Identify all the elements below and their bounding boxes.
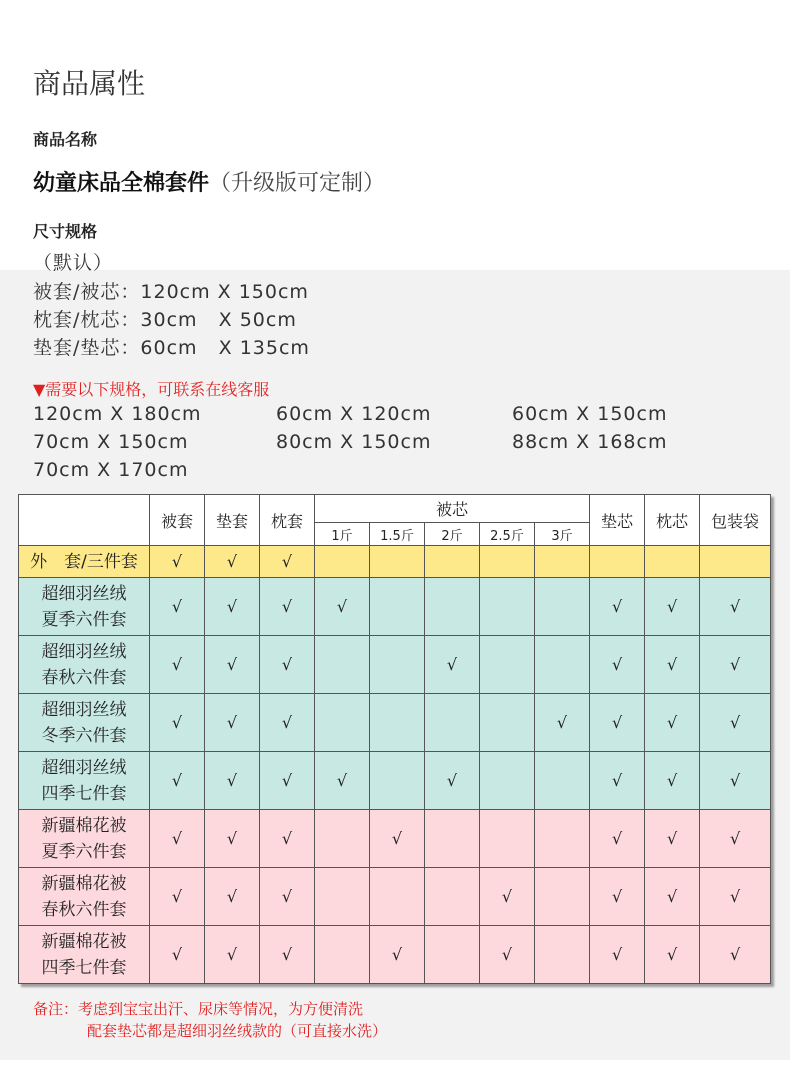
check-mark: √ xyxy=(150,926,205,984)
empty-cell xyxy=(480,636,535,694)
size-spec-label: 尺寸规格 xyxy=(33,222,98,241)
package-name xyxy=(19,868,150,926)
package-name-line: 新疆棉花被 xyxy=(41,931,127,952)
check-mark: √ xyxy=(205,926,260,984)
table-row xyxy=(19,578,771,636)
check-mark: √ xyxy=(590,752,645,810)
spec-line: 被套/被芯：120cm X 150cm xyxy=(33,281,309,303)
check-mark: √ xyxy=(205,578,260,636)
spec-line: 垫套/垫芯：60cm X 135cm xyxy=(33,337,310,359)
spec-line: 枕套/枕芯：30cm X 50cm xyxy=(33,309,297,331)
empty-cell xyxy=(535,810,590,868)
check-mark: √ xyxy=(480,868,535,926)
extra-size: 70cm X 170cm xyxy=(33,459,189,481)
package-name-line: 春秋六件套 xyxy=(41,667,127,688)
package-name-line: 新疆棉花被 xyxy=(41,815,127,836)
table-row xyxy=(19,546,771,578)
package-name xyxy=(19,636,150,694)
top-area xyxy=(0,0,790,270)
check-mark: √ xyxy=(645,752,700,810)
package-name-line: 四季七件套 xyxy=(41,783,127,804)
empty-cell xyxy=(370,752,425,810)
empty-cell xyxy=(425,694,480,752)
package-name xyxy=(19,752,150,810)
check-mark: √ xyxy=(370,926,425,984)
check-mark: √ xyxy=(150,636,205,694)
check-mark: √ xyxy=(260,926,315,984)
empty-cell xyxy=(700,546,771,578)
product-name xyxy=(33,166,385,197)
table-row xyxy=(19,752,771,810)
empty-cell xyxy=(480,578,535,636)
header-weight: 2.5斤 xyxy=(480,523,535,546)
extra-size: 120cm X 180cm xyxy=(33,403,202,425)
check-mark: √ xyxy=(260,810,315,868)
check-mark: √ xyxy=(205,752,260,810)
empty-cell xyxy=(370,546,425,578)
check-mark: √ xyxy=(590,926,645,984)
table-row xyxy=(19,926,771,984)
empty-cell xyxy=(535,546,590,578)
empty-cell xyxy=(315,810,370,868)
empty-cell xyxy=(535,752,590,810)
table-body xyxy=(19,546,771,984)
header-mattress-core: 垫芯 xyxy=(590,495,645,546)
check-mark: √ xyxy=(590,810,645,868)
check-mark: √ xyxy=(590,578,645,636)
package-name-line: 四季七件套 xyxy=(41,957,127,978)
empty-cell xyxy=(645,546,700,578)
check-mark: √ xyxy=(150,810,205,868)
extra-size: 60cm X 150cm xyxy=(512,403,668,425)
footnote-line-1: 备注：考虑到宝宝出汗、尿床等情况，为方便清洗 xyxy=(33,1000,364,1018)
check-mark: √ xyxy=(425,752,480,810)
empty-cell xyxy=(315,694,370,752)
empty-cell xyxy=(370,694,425,752)
package-name-line: 冬季六件套 xyxy=(41,725,127,746)
empty-cell xyxy=(425,578,480,636)
package-name xyxy=(19,578,150,636)
check-mark: √ xyxy=(645,636,700,694)
header-packaging-bag: 包装袋 xyxy=(700,495,771,546)
header-corner xyxy=(19,495,150,546)
empty-cell xyxy=(370,578,425,636)
check-mark: √ xyxy=(150,752,205,810)
header-duvet-core: 被芯 xyxy=(315,495,590,523)
check-mark: √ xyxy=(700,752,771,810)
empty-cell xyxy=(370,868,425,926)
empty-cell xyxy=(425,546,480,578)
empty-cell xyxy=(480,810,535,868)
check-mark: √ xyxy=(150,868,205,926)
check-mark: √ xyxy=(590,694,645,752)
check-mark: √ xyxy=(150,546,205,578)
package-name xyxy=(19,546,150,578)
empty-cell xyxy=(480,694,535,752)
check-mark: √ xyxy=(645,694,700,752)
empty-cell xyxy=(535,926,590,984)
check-mark: √ xyxy=(535,694,590,752)
check-mark: √ xyxy=(260,868,315,926)
product-name-note: （升级版可定制） xyxy=(209,171,386,196)
product-name-text: 幼童床品全棉套件 xyxy=(33,171,210,196)
empty-cell xyxy=(315,546,370,578)
extra-size: 60cm X 120cm xyxy=(276,403,432,425)
check-mark: √ xyxy=(260,636,315,694)
package-name xyxy=(19,810,150,868)
table-row xyxy=(19,636,771,694)
check-mark: √ xyxy=(205,636,260,694)
table-row xyxy=(19,868,771,926)
package-name-line: 夏季六件套 xyxy=(41,609,127,630)
empty-cell xyxy=(535,636,590,694)
check-mark: √ xyxy=(260,752,315,810)
check-mark: √ xyxy=(645,926,700,984)
empty-cell xyxy=(590,546,645,578)
empty-cell xyxy=(425,868,480,926)
empty-cell xyxy=(480,752,535,810)
check-mark: √ xyxy=(645,810,700,868)
check-mark: √ xyxy=(150,694,205,752)
empty-cell xyxy=(535,578,590,636)
empty-cell xyxy=(370,636,425,694)
check-mark: √ xyxy=(590,868,645,926)
extra-size: 88cm X 168cm xyxy=(512,431,668,453)
check-mark: √ xyxy=(645,578,700,636)
default-tag: （默认） xyxy=(33,252,114,274)
header-pillowcase: 枕套 xyxy=(260,495,315,546)
check-mark: √ xyxy=(425,636,480,694)
check-mark: √ xyxy=(205,810,260,868)
check-mark: √ xyxy=(700,578,771,636)
check-mark: √ xyxy=(370,810,425,868)
extra-size: 80cm X 150cm xyxy=(276,431,432,453)
package-name-line: 外 套/三件套 xyxy=(30,551,138,572)
package-name xyxy=(19,694,150,752)
header-pillow-core: 枕芯 xyxy=(645,495,700,546)
header-weight: 2斤 xyxy=(425,523,480,546)
check-mark: √ xyxy=(645,868,700,926)
empty-cell xyxy=(315,868,370,926)
empty-cell xyxy=(425,810,480,868)
check-mark: √ xyxy=(480,926,535,984)
table-row xyxy=(19,810,771,868)
package-name-line: 新疆棉花被 xyxy=(41,873,127,894)
check-mark: √ xyxy=(700,868,771,926)
table-row xyxy=(19,694,771,752)
footnote-line-2: 配套垫芯都是超细羽丝绒款的（可直接水洗） xyxy=(87,1022,388,1040)
package-name-line: 超细羽丝绒 xyxy=(41,641,127,662)
header-weight: 1.5斤 xyxy=(370,523,425,546)
package-table xyxy=(18,494,771,984)
package-name xyxy=(19,926,150,984)
header-mattress-cover: 垫套 xyxy=(205,495,260,546)
check-mark: √ xyxy=(700,636,771,694)
check-mark: √ xyxy=(205,694,260,752)
empty-cell xyxy=(425,926,480,984)
check-mark: √ xyxy=(260,546,315,578)
package-name-line: 超细羽丝绒 xyxy=(41,757,127,778)
check-mark: √ xyxy=(205,546,260,578)
header-duvet-cover: 被套 xyxy=(150,495,205,546)
check-mark: √ xyxy=(260,578,315,636)
check-mark: √ xyxy=(315,578,370,636)
check-mark: √ xyxy=(700,926,771,984)
package-name-line: 超细羽丝绒 xyxy=(41,583,127,604)
extra-size: 70cm X 150cm xyxy=(33,431,189,453)
check-mark: √ xyxy=(590,636,645,694)
check-mark: √ xyxy=(700,810,771,868)
package-name-line: 超细羽丝绒 xyxy=(41,699,127,720)
header-weight: 3斤 xyxy=(535,523,590,546)
package-name-line: 春秋六件套 xyxy=(41,899,127,920)
empty-cell xyxy=(480,546,535,578)
contact-note: ▼需要以下规格，可联系在线客服 xyxy=(33,380,270,399)
header-weight: 1斤 xyxy=(315,523,370,546)
empty-cell xyxy=(315,926,370,984)
check-mark: √ xyxy=(315,752,370,810)
check-mark: √ xyxy=(150,578,205,636)
section-title: 商品属性 xyxy=(33,67,146,100)
package-name-line: 夏季六件套 xyxy=(41,841,127,862)
product-name-label: 商品名称 xyxy=(33,130,98,149)
empty-cell xyxy=(535,868,590,926)
check-mark: √ xyxy=(205,868,260,926)
empty-cell xyxy=(315,636,370,694)
check-mark: √ xyxy=(260,694,315,752)
check-mark: √ xyxy=(700,694,771,752)
